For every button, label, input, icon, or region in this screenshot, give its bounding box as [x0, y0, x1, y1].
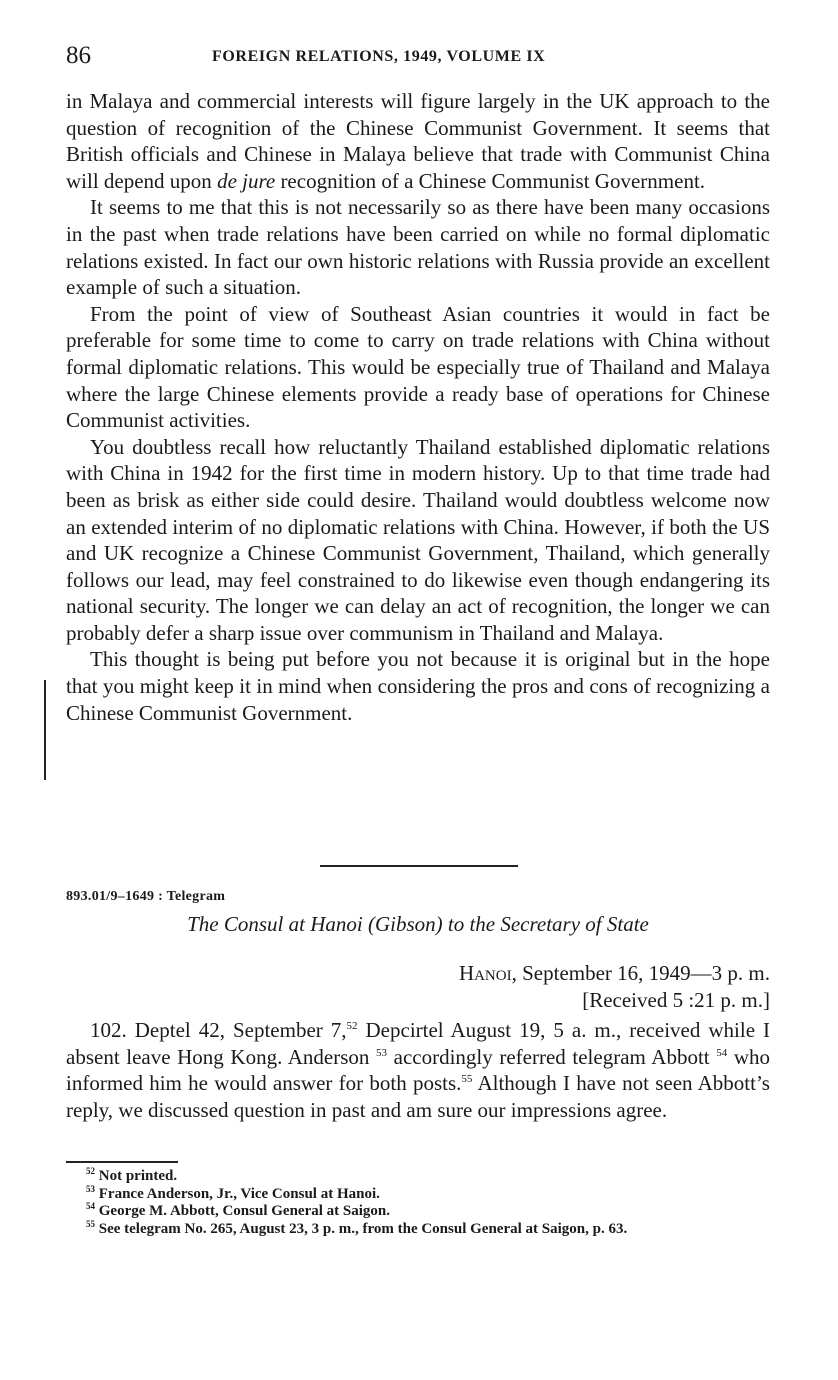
footnote-rule [66, 1161, 178, 1163]
paragraph-1-end: recognition of a Chinese Communist Government. [275, 168, 706, 193]
telegram-part-3: accordingly referred telegram Abbott [387, 1044, 717, 1069]
telegram-paragraph [66, 1017, 770, 1123]
document-title: The Consul at Hanoi (Gibson) to the Secretary of State [187, 912, 649, 936]
dateline-sent [459, 960, 770, 987]
section-divider [320, 865, 518, 867]
paragraph-3: From the point of view of Southeast Asian countries it would in fact be preferable for some time to come to carry on trade relations with China without formal diplomatic relations. This would be especially true of Thailand and Malaya where the large Chinese elements provide a ready base of operations for Chinese Communist activities. [66, 301, 770, 433]
paragraph-5: This thought is being put before you not because it is original but in the hope that you might keep it in mind when considering the pros and cons of recognizing a Chinese Communist Government. [66, 647, 770, 725]
footnote-text: George M. Abbott, Consul General at Saigon. [95, 1203, 390, 1219]
dateline-place: Hanoi, [458, 961, 517, 985]
telegram-part-5: Although I have not seen Abbott’s reply, we discussed question in past and am sure our impressions agree. [66, 1071, 770, 1122]
footnote-ref-53[interactable]: 53 [376, 1046, 388, 1059]
dateline [459, 960, 770, 1014]
document-reference: 893.01/9–1649 : Telegram [66, 889, 226, 904]
margin-bar [44, 680, 46, 780]
telegram-part-4: who informed him he would answer for both posts. [66, 1044, 770, 1096]
page-number: 86 [66, 42, 91, 69]
footnote-54 [66, 1203, 770, 1221]
footnote-53 [66, 1183, 770, 1204]
paragraph-1-italic: de jure [217, 168, 276, 193]
telegram-part-2: Depcirtel August 19, 5 a. m., received while I absent leave Hong Kong. Anderson [66, 1018, 771, 1069]
paragraph-1-start: in Malaya and commercial interests will figure largely in the UK approach to the question of recognition of the Chinese Communist Government. It seems that British officials and Chinese in Malaya believe that trade with Communist China will depend upon [66, 89, 770, 193]
footnote-number: 55 [86, 1218, 95, 1229]
running-head: FOREIGN RELATIONS, 1949, VOLUME IX [212, 48, 546, 65]
dateline-received: [Received 5 :21 p. m.] [582, 988, 770, 1012]
footnote-ref-52[interactable]: 52 [346, 1020, 358, 1032]
footnote-number: 53 [86, 1183, 95, 1194]
main-text [66, 88, 770, 726]
footnote-number: 54 [86, 1201, 95, 1211]
footnote-number: 52 [86, 1166, 95, 1176]
footnote-52 [66, 1168, 770, 1186]
footnote-text: France Anderson, Jr., Vice Consul at Hanoi. [95, 1185, 380, 1202]
footnote-ref-55[interactable]: 55 [461, 1073, 473, 1086]
paragraph-1 [66, 88, 770, 194]
footnote-text: See telegram No. 265, August 23, 3 p. m., from the Consul General at Saigon, p. 63. [95, 1220, 628, 1237]
telegram-text [66, 1017, 770, 1123]
paragraph-4: You doubtless recall how reluctantly Thailand established diplomatic relations with China in 1942 for the first time in modern history. Up to that time trade had been as brisk as either side could desire. Thailand would doubtless welcome now an extended interim of no diplomatic relations with China. However, if both the US and UK recognize a Chinese Communist Government, Thailand, which generally follows our lead, may feel constrained to do likewise even though endangering its national security. The longer we can delay an act of recognition, the longer we can probably defer a sharp issue over communism in Thailand and Malaya. [66, 434, 770, 645]
footnote-55 [66, 1218, 770, 1239]
page-header [66, 40, 770, 74]
paragraph-2: It seems to me that this is not necessarily so as there have been many occasions in the past when trade relations have been carried on while no formal diplomatic relations existed. In fact our own historic relations with Russia provide an excellent example of such a situation. [66, 195, 770, 300]
dateline-date: September 16, 1949—3 p. m. [516, 961, 770, 985]
footnotes [66, 1168, 770, 1238]
footnote-text: Not printed. [95, 1168, 178, 1184]
footnote-ref-54[interactable]: 54 [716, 1046, 728, 1059]
telegram-part-1: 102. Deptel 42, September 7, [90, 1018, 347, 1042]
